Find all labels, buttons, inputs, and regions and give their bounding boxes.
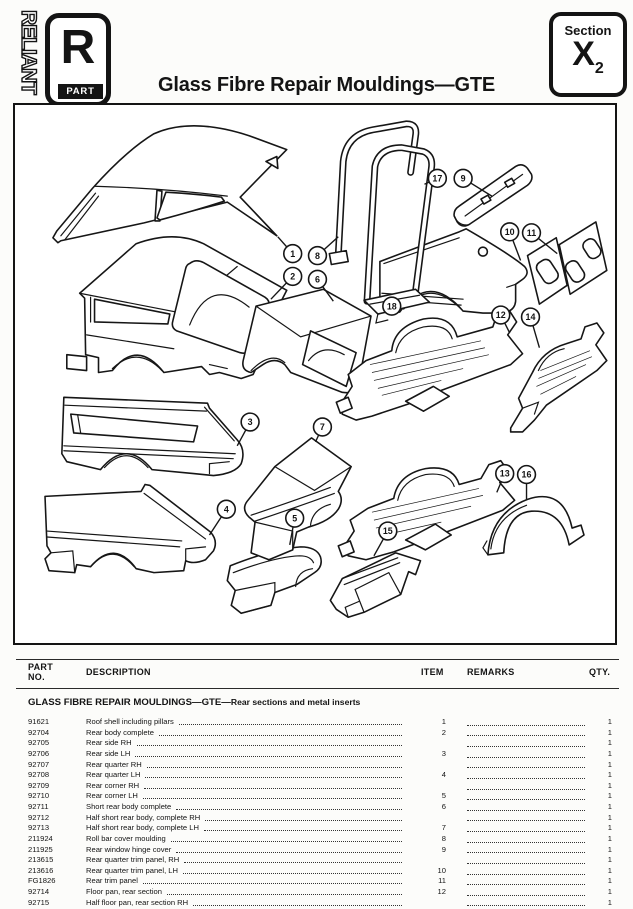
reliant-wordmark: RELIANT: [17, 10, 40, 94]
cell-description: Floor pan, rear section: [86, 887, 404, 898]
cell-remarks: [467, 738, 587, 749]
cell-description: Rear body complete: [86, 728, 404, 739]
cell-qty: 1: [607, 727, 612, 737]
dot-leader: [205, 813, 402, 821]
svg-text:9: 9: [460, 173, 466, 184]
cell-description: Rear quarter trim panel, RH: [86, 855, 404, 866]
cell-remarks: [467, 823, 587, 834]
svg-text:17: 17: [432, 173, 443, 184]
table-row: [0, 813, 633, 824]
column-header-qty: QTY.: [589, 667, 611, 677]
svg-text:18: 18: [386, 301, 397, 312]
cell-item: 1: [441, 717, 446, 726]
page-title: Glass Fibre Repair Mouldings—GTE: [158, 74, 495, 96]
cell-remarks: [467, 887, 587, 898]
cell-item: 11: [438, 876, 446, 886]
table-row: [0, 823, 633, 834]
cell-qty: 1: [607, 844, 612, 854]
cell-remarks: [467, 866, 587, 877]
dot-leader: [176, 845, 402, 853]
part-roll-bar-hoop-front: [364, 148, 432, 323]
section-label: Section: [564, 23, 612, 38]
cell-part-no: 92714: [28, 887, 50, 896]
cell-part-no: 92710: [28, 791, 50, 801]
column-header-item: ITEM: [421, 667, 444, 677]
cell-item: 3: [441, 748, 446, 758]
cell-qty: 1: [607, 812, 612, 822]
cell-part-no: 213616: [28, 865, 54, 875]
cell-part-no: 92711: [28, 802, 49, 811]
table-section-heading: GLASS FIBRE REPAIR MOULDINGS—GTE—Rear sections and metal inserts: [28, 697, 361, 708]
table-row: [0, 760, 633, 771]
cell-remarks: [467, 855, 587, 866]
cell-item: 8: [441, 833, 446, 843]
cell-qty: 1: [607, 833, 612, 843]
dot-leader: [467, 834, 585, 843]
exploded-parts-diagram: [13, 103, 617, 645]
cell-item: 4: [441, 770, 446, 780]
svg-text:15: 15: [382, 526, 393, 537]
cell-description: Half short rear body, complete LH: [86, 823, 404, 834]
dot-leader: [467, 770, 585, 779]
cell-part-no: 211925: [28, 844, 53, 854]
cell-part-no: 92712: [28, 812, 50, 822]
dot-leader: [467, 728, 585, 737]
cell-part-no: 92704: [28, 727, 50, 737]
cell-part-no: 92707: [28, 759, 50, 769]
cell-description: Rear quarter trim panel, LH: [86, 866, 404, 877]
table-row: [0, 791, 633, 802]
dot-leader: [467, 876, 585, 885]
cell-qty: 1: [607, 897, 612, 907]
cell-remarks: [467, 760, 587, 771]
table-row: [0, 717, 633, 728]
svg-text:3: 3: [247, 417, 253, 428]
svg-text:7: 7: [319, 422, 325, 433]
cell-description: Rear quarter RH: [86, 760, 404, 771]
callout-16: [518, 466, 536, 500]
cell-part-no: 92705: [28, 738, 50, 748]
cell-remarks: [467, 781, 587, 792]
dot-leader: [467, 845, 585, 854]
cell-item: [420, 855, 446, 866]
cell-part-no: 91621: [28, 717, 50, 726]
cell-description: Roll bar cover moulding: [86, 834, 404, 845]
dot-leader: [467, 887, 585, 896]
svg-text:14: 14: [525, 312, 536, 323]
table-row: [0, 728, 633, 739]
table-row: [0, 749, 633, 760]
dot-leader: [467, 717, 585, 726]
cell-remarks: [467, 749, 587, 760]
table-row: [0, 845, 633, 856]
svg-text:8: 8: [314, 250, 320, 261]
cell-qty: 1: [607, 748, 612, 758]
cell-item: 10: [437, 865, 446, 875]
svg-text:2: 2: [290, 271, 296, 282]
dot-leader: [179, 717, 402, 725]
cell-item: 6: [441, 802, 446, 811]
dot-leader: [159, 728, 402, 736]
cell-remarks: [467, 834, 587, 845]
section-code: $X_2$: [572, 35, 604, 77]
dot-leader: [467, 738, 585, 747]
cell-item: [420, 760, 446, 771]
part-half-floor-pan-lower: [338, 461, 514, 560]
cell-remarks: [467, 802, 587, 813]
table-row: [0, 898, 633, 909]
cell-remarks: [467, 770, 587, 781]
dot-leader: [183, 866, 402, 874]
table-row: [0, 802, 633, 813]
dot-leader: [193, 898, 402, 906]
cell-part-no: 92713: [28, 823, 50, 833]
dot-leader: [145, 770, 402, 778]
cell-item: 2: [441, 727, 446, 737]
cell-remarks: [467, 813, 587, 824]
table-row: [0, 770, 633, 781]
dot-leader: [467, 791, 585, 800]
table-row: [0, 738, 633, 749]
cell-part-no: 92715: [28, 897, 50, 907]
table-row: [0, 855, 633, 866]
cell-remarks: [467, 791, 587, 802]
svg-text:11: 11: [526, 227, 537, 238]
cell-part-no: FG1826: [28, 876, 56, 886]
cell-description: Rear corner LH: [86, 791, 404, 802]
section-badge: [549, 12, 627, 97]
cell-remarks: [467, 728, 587, 739]
cell-qty: 1: [607, 717, 612, 726]
cell-part-no: 92708: [28, 770, 50, 780]
callout-4: [209, 500, 235, 535]
column-header-part-no: PART NO.: [28, 662, 54, 682]
dot-leader: [204, 823, 402, 831]
cell-qty: 1: [607, 759, 612, 769]
cell-item: [420, 813, 446, 824]
dot-leader: [467, 866, 585, 875]
parts-table: [0, 655, 633, 909]
table-row: [0, 866, 633, 877]
dot-leader: [184, 855, 402, 863]
part-half-short-rear-body: [245, 438, 352, 560]
cell-qty: 1: [607, 770, 612, 780]
table-row: [0, 887, 633, 898]
cell-item: [420, 738, 446, 749]
cell-part-no: 92706: [28, 748, 50, 758]
table-row: [0, 781, 633, 792]
cell-part-no: 213615: [28, 855, 54, 865]
dot-leader: [467, 823, 585, 832]
cell-item: 5: [441, 791, 446, 801]
dot-leader: [467, 749, 585, 758]
cell-part-no: 211924: [28, 833, 53, 843]
cell-qty: 1: [607, 780, 612, 790]
svg-text:13: 13: [499, 468, 510, 479]
cell-item: [420, 898, 446, 909]
table-rows: [0, 717, 633, 908]
part-rear-quarter: [45, 484, 215, 572]
cell-description: Short rear body complete: [86, 802, 404, 813]
cell-remarks: [467, 898, 587, 909]
table-row: [0, 876, 633, 887]
cell-description: Roof shell including pillars: [86, 717, 404, 728]
table-rule-bottom: [16, 688, 619, 689]
dot-leader: [171, 834, 402, 842]
part-roof-shell: [53, 126, 287, 243]
cell-description: Rear corner RH: [86, 781, 404, 792]
cell-description: Rear quarter LH: [86, 770, 404, 781]
dot-leader: [467, 855, 585, 864]
svg-text:1: 1: [290, 248, 296, 259]
dot-leader: [467, 813, 585, 822]
dot-leader: [144, 781, 402, 789]
dot-leader: [167, 887, 402, 895]
cell-qty: 1: [607, 823, 612, 833]
cell-qty: 1: [607, 887, 612, 896]
part-half-floor-pan-rh: [511, 323, 607, 432]
dot-leader: [137, 738, 402, 746]
cell-qty: 1: [607, 876, 612, 886]
dot-leader: [147, 760, 402, 768]
svg-text:5: 5: [292, 513, 298, 524]
part-rear-side-panel: [62, 397, 243, 475]
diagram-art: [15, 105, 614, 642]
cell-qty: 1: [607, 865, 612, 875]
cell-qty: 1: [607, 855, 612, 865]
cell-item: 9: [441, 844, 446, 854]
cell-remarks: [467, 717, 587, 728]
cell-description: Half floor pan, rear section RH: [86, 898, 404, 909]
svg-text:12: 12: [495, 310, 506, 321]
cell-description: Rear trim panel: [86, 876, 404, 887]
dot-leader: [176, 802, 402, 810]
dot-leader: [135, 749, 402, 757]
dot-leader: [467, 898, 585, 907]
cell-part-no: 92709: [28, 780, 50, 790]
cell-item: [420, 781, 446, 792]
cell-remarks: [467, 876, 587, 887]
badge-letter: R: [60, 21, 96, 74]
column-header-description: DESCRIPTION: [86, 667, 151, 677]
table-rule-top: [16, 659, 619, 660]
table-row: [0, 834, 633, 845]
cell-description: Rear side LH: [86, 749, 404, 760]
cell-description: Rear window hinge cover: [86, 845, 404, 856]
dot-leader: [467, 760, 585, 769]
dot-leader: [467, 802, 585, 811]
cell-qty: 1: [607, 791, 612, 801]
cell-qty: 1: [607, 802, 612, 811]
column-header-remarks: REMARKS: [467, 667, 515, 677]
cell-item: 12: [437, 887, 446, 896]
cell-remarks: [467, 845, 587, 856]
part-small-trim-piece: [330, 553, 420, 617]
cell-qty: 1: [607, 738, 612, 748]
cell-item: 7: [441, 823, 446, 833]
svg-text:4: 4: [223, 504, 229, 515]
cell-description: Half short rear body, complete RH: [86, 813, 404, 824]
svg-text:10: 10: [504, 226, 515, 237]
cell-description: Rear side RH: [86, 738, 404, 749]
callout-14: [522, 308, 540, 348]
callout-1: [278, 237, 302, 263]
svg-text:6: 6: [314, 274, 320, 285]
dot-leader: [143, 791, 402, 799]
badge-caption: PART: [58, 84, 103, 99]
svg-text:16: 16: [521, 469, 532, 480]
dot-leader: [467, 781, 585, 790]
dot-leader: [143, 876, 402, 884]
callout-9: [454, 169, 492, 196]
callout-3: [237, 413, 259, 446]
callout-7: [314, 418, 332, 442]
callout-18: [383, 297, 401, 315]
